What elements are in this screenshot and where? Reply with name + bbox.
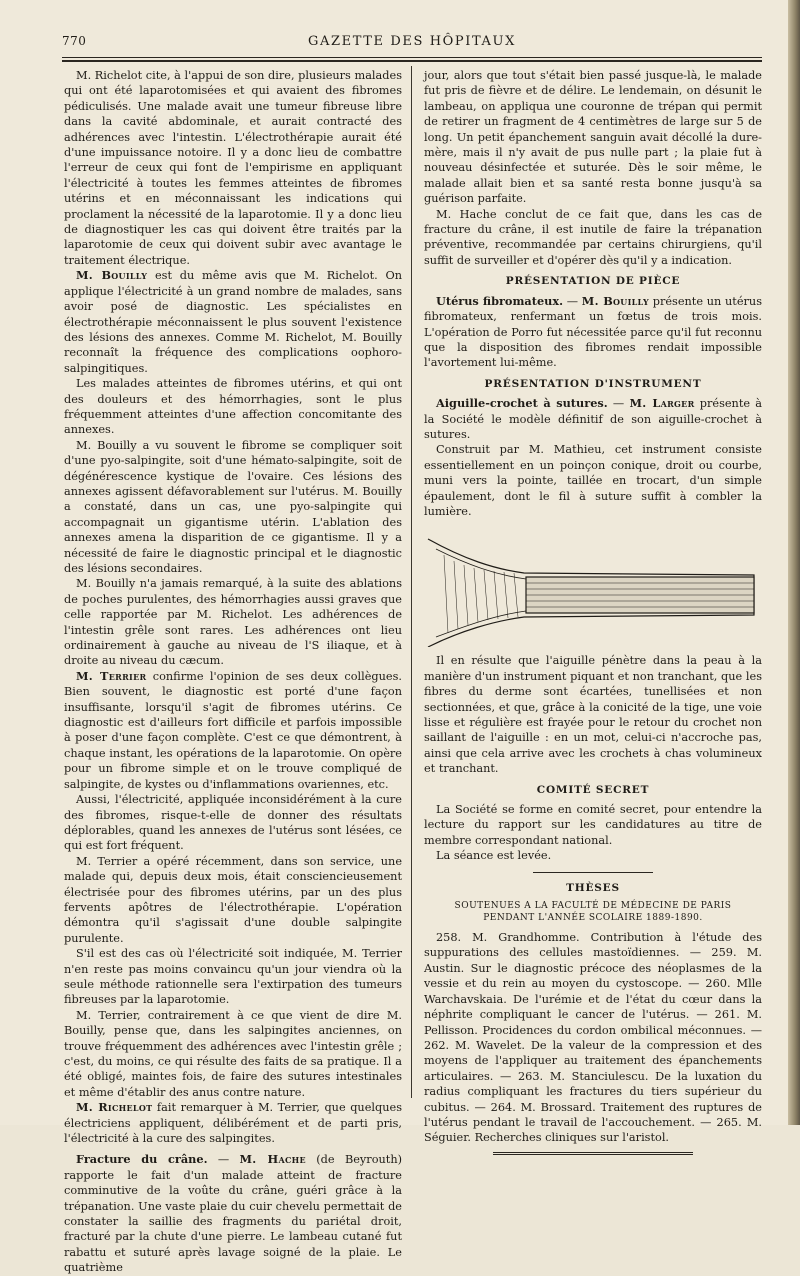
paragraph: M. Hache conclut de ce fait que, dans les cas de fracture du crâne, il est inutile de faire la trépanation préventive, recommandée par certains chirurgiens, qu'il suffit de surveiller et d'opérer dès qu'il y a indication. xyxy=(424,207,762,267)
paragraph: Les malades atteintes de fibromes utérins, et qui ont des douleurs et des hémorrhagies, sont le plus fréquemment atteintes d'une affection concomitante des annexes. xyxy=(64,377,402,437)
section-heading: THÈSES xyxy=(566,881,620,894)
dash: — xyxy=(207,1153,240,1167)
paragraph xyxy=(64,1152,402,1275)
section-heading: PRÉSENTATION DE PIÈCE xyxy=(505,275,681,288)
end-rule xyxy=(493,1152,693,1155)
speaker-name: M. Terrier xyxy=(76,668,147,683)
paragraph xyxy=(64,669,402,792)
speaker-name: M. Richelot xyxy=(76,1100,153,1115)
paragraph: jour, alors que tout s'était bien passé jusque-là, le malade fut pris de fièvre et de délire. Le lendemain, on désunit le lambeau, on appliqua une couronne de trépan qui permit de retirer un fragment de 4 centimètres de large sur 5 de long. Un petit épanchement sanguin avait décollé la dure-mère, mais il n'y avait de pus nulle part ; la plaie fut à nouveau désinfectée et suturée. Dès le soir même, le malade allait bien et sa santé resta bonne jusqu'à sa guérison parfaite. xyxy=(424,69,762,206)
paragraph: M. Terrier, contrairement à ce que vient de dire M. Bouilly, pense que, dans les salpingites anciennes, on trouve fréquemment des adhérences avec l'intestin grêle ; c'est, du moins, ce qui résulte des faits de sa pratique. Il a été obligé, maintes fois, de faire des sutures intestinales et même d'établir des anus contre nature. xyxy=(64,1008,402,1099)
needle-drawing xyxy=(424,525,762,647)
left-column xyxy=(64,68,402,1276)
page-edge xyxy=(788,0,800,1125)
paragraph-text: présente un utérus fibromateux, renfermant un fœtus de trois mois. L'opération de Porro fut nécessitée parce qu'il fut reconnu que la disposition des fibromes rendait impossible l'avortement lui-même. xyxy=(424,294,762,370)
speaker-name: M. Bouilly xyxy=(581,293,649,308)
paragraph: La séance est levée. xyxy=(436,849,552,863)
paragraph xyxy=(64,1100,402,1146)
dash: — xyxy=(563,294,582,308)
theses-subheading: PENDANT L'ANNÉE SCOLAIRE 1889-1890. xyxy=(483,913,703,924)
right-column xyxy=(424,68,762,1161)
paragraph-text: présente à la Société le modèle définitif de son aiguille-crochet à sutures. xyxy=(424,397,763,441)
needle-shade xyxy=(436,549,749,581)
speaker-name: M. Hache xyxy=(239,1152,306,1167)
paragraph xyxy=(64,268,402,376)
paragraph: M. Bouilly n'a jamais remarqué, à la suite des ablations de poches purulentes, des hémorrhagies aussi graves que celle rapportée par M. Richelot. Les adhérences de l'intestin grêle sont rares. Les adhérences ont lieu ordinairement à gauche au niveau de l'S iliaque, et à droite au niveau du cæcum. xyxy=(64,577,402,668)
paragraph xyxy=(424,396,762,442)
paragraph-text: fait remarquer à M. Terrier, que quelques électriciens appliquent, délibérément et de parti pris, l'électricité à la cure des salpingites. xyxy=(64,1101,403,1146)
column-divider xyxy=(411,66,412,1098)
dash: — xyxy=(607,397,630,411)
paragraph: Aussi, l'électricité, appliquée inconsidérément à la cure des fibromes, risque-t-elle de donner des résultats déplorables, quand les annexes de l'utérus sont lésées, ce qui est fort fréquent. xyxy=(64,793,402,853)
header-rule xyxy=(62,57,762,58)
separator-rule xyxy=(533,872,653,873)
page-header xyxy=(62,32,762,54)
section-heading: COMITÉ SECRET xyxy=(536,783,650,796)
header-rule-thick xyxy=(62,60,762,62)
paragraph xyxy=(424,294,762,371)
theses-list: 258. M. Grandhomme. Contribution à l'étude des suppurations des cellules mastoïdiennes. — 259. M. Austin. Sur le diagnostic précoce des néoplasmes de la vessie et du rein au moyen du cystoscope. — 260. Mlle Warchavskaia. De l'urémie et de l'état du cœur dans la néphrite compliquant le cancer de l'utérus. — 261. M. Pellisson. Procidences du cordon ombilical méconnues. — 262. M. Wavelet. De la valeur de la compression et des moyens de l'appliquer au traitement des épanchements articulaires. — 263. M. Stanciulescu. De la luxation du radius compliquant les fractures du tiers supérieur du cubitus. — 264. M. Brossard. Traitement des ruptures de l'utérus pendant le travail de l'accouchement. — 265. M. Séguier. Recherches cliniques sur l'aristol. xyxy=(424,931,762,1145)
section-title: Fracture du crâne. xyxy=(76,1152,208,1167)
paragraph: S'il est des cas où l'électricité soit indiquée, M. Terrier n'en reste pas moins convaincu qu'un jour viendra où la seule méthode rationnelle sera l'extirpation des tumeurs fibreuses par la laparotomie. xyxy=(64,947,402,1007)
paragraph: Il en résulte que l'aiguille pénètre dans la peau à la manière d'un instrument piquant et non tranchant, que les fibres du derme sont écartées, tunellisées et non sectionnées, et que, grâce à la conicité de la tige, une voie lisse et régulière est frayée pour le retour du crochet non saillant de l'aiguille : en un mot, celui-ci n'accroche pas, ainsi que cela arrive avec les crochets à chas volumineux et tranchant. xyxy=(424,654,762,776)
section-title: Utérus fibromateux. xyxy=(436,293,564,308)
paragraph-text: est du même avis que M. Richelot. On applique l'électricité à un grand nombre de malades, sans avoir posé de diagnostic. Les spécialistes en électrothérapie méconnaissent le plus souvent l'existence des lésions des annexes. Comme M. Richelot, M. Bouilly reconnaît la fréquence des complications oophoro-salpingitiques. xyxy=(64,269,403,375)
paragraph: La Société se forme en comité secret, pour entendre la lecture du rapport sur les candidatures au titre de membre correspondant national. xyxy=(424,803,762,847)
section-heading: PRÉSENTATION D'INSTRUMENT xyxy=(484,377,702,390)
page-number: 770 xyxy=(62,34,87,48)
speaker-name: M. Larger xyxy=(629,396,695,411)
paragraph: M. Richelot cite, à l'appui de son dire, plusieurs malades qui ont été laparotomisées et qui avaient des fibromes pédiculisés. Une malade avait une tumeur fibreuse libre dans la cavité abdominale, et aurait contracté des adhérences avec l'intestin. L'électrothérapie aurait été d'une impuissance notoire. Il y a donc lieu de combattre l'erreur de ceux qui font de l'empirisme en appliquant l'électricité à toutes les femmes atteintes de fibromes utérins et en méconnaissant les indications qui proclament la nécessité de la laparotomie. Il y a donc lieu de diagnostiquer les cas qui doivent être traités par la laparotomie de ceux qui doivent subir avec avantage le traitement électrique. xyxy=(64,69,402,267)
theses-subheading: SOUTENUES A LA FACULTÉ DE MÉDECINE DE PARIS xyxy=(454,901,732,912)
speaker-name: M. Bouilly xyxy=(76,268,148,283)
paragraph: M. Bouilly a vu souvent le fibrome se compliquer soit d'une pyo-salpingite, soit d'une hémato-salpingite, soit de dégénérescence kystique de l'ovaire. Ces lésions des annexes agissent défavorablement sur l'utérus. M. Bouilly a constaté, dans un cas, une pyo-salpingite qui accompagnait un gigantisme utérin. L'ablation des annexes amena la disparition de ce gigantisme. Il y a nécessité de faire le diagnostic principal et le diagnostic des lésions secondaires. xyxy=(64,438,402,575)
journal-title: GAZETTE DES HÔPITAUX xyxy=(308,34,516,49)
paragraph: M. Terrier a opéré récemment, dans son service, une malade qui, depuis deux mois, était consciencieusement électrisée pour des fibromes utérins, par un des plus fervents apôtres de l'électrothérapie. L'opération démontra qu'il s'agissait d'une double salpingite purulente. xyxy=(64,854,402,945)
paragraph-text: confirme l'opinion de ses deux collègues. Bien souvent, le diagnostic est porté d'une façon insuffisante, lorsqu'il s'agit de fibromes utérins. Ce diagnostic est d'ailleurs fort difficile et parfois impossible à poser d'une façon complète. C'est ce que démontrent, à chaque instant, les opérations de la laparotomie. On opère pour un fibrome simple et on le trouve compliqué de salpingite, de kystes ou d'inflammations ovariennes, etc. xyxy=(64,669,402,791)
suture-needle-illustration xyxy=(424,525,762,647)
paragraph-text: (de Beyrouth) rapporte le fait d'un malade atteint de fracture comminutive de la voûte du crâne, guéri grâce à la trépanation. Une vaste plaie du cuir chevelu permettait de constater la saillie des fragments du pariétal droit, fracturé par la chute d'une pierre. Le lambeau cutané fut rabattu et suturé après lavage soigné de la plaie. Le quatrième xyxy=(64,1153,403,1275)
paragraph: Construit par M. Mathieu, cet instrument consiste essentiellement en un poinçon conique, droit ou courbe, muni vers la pointe, taillée en trocart, d'un simple épaulement, dont le fil à suture suffit à combler la lumière. xyxy=(424,443,762,518)
section-title: Aiguille-crochet à sutures. xyxy=(436,396,608,411)
